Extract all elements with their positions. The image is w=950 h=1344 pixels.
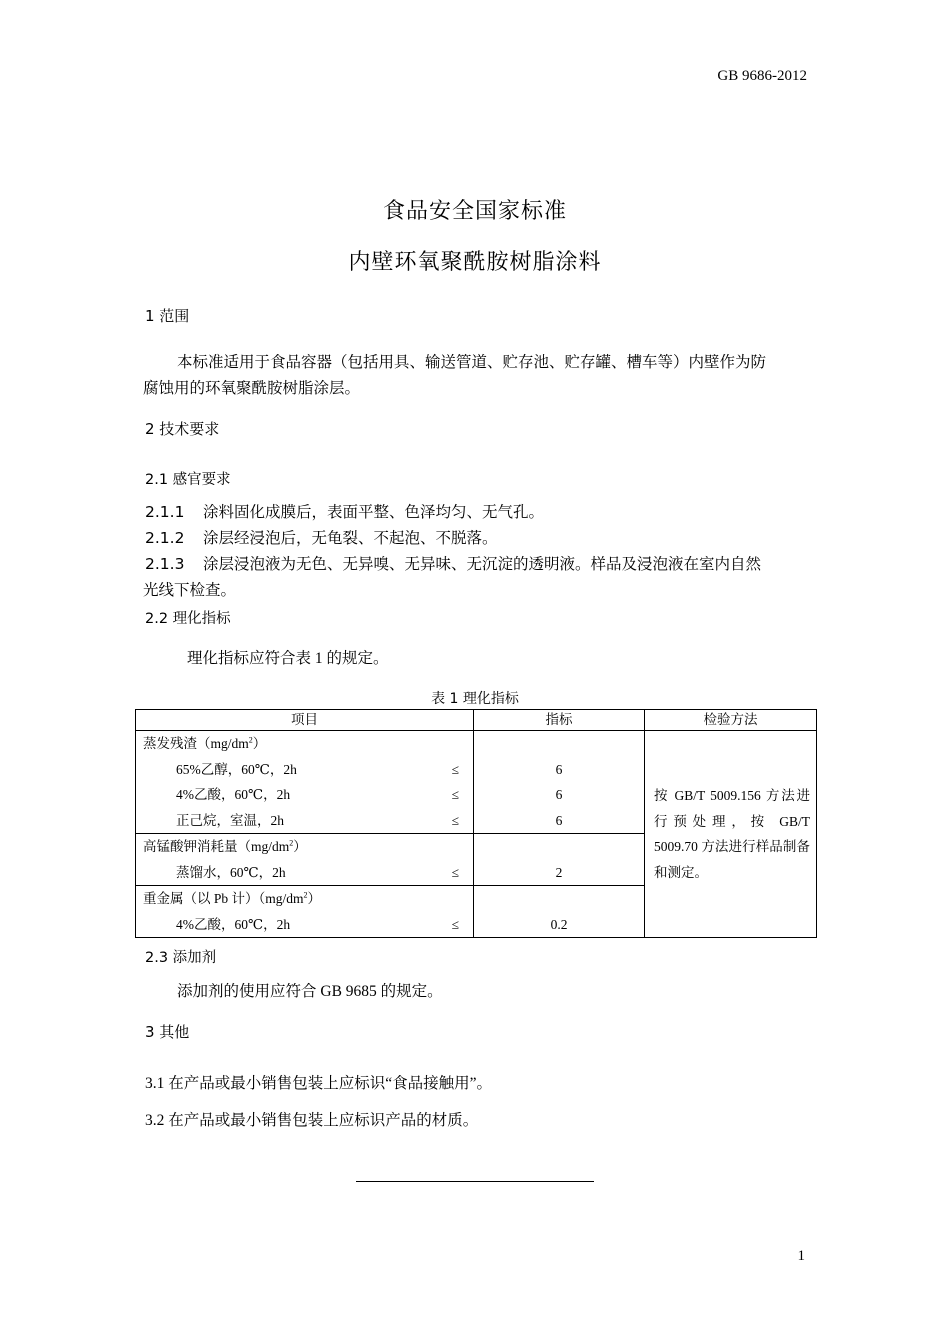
- end-rule: [356, 1181, 594, 1182]
- g3-r1-value: 0.2: [550, 916, 568, 932]
- item-2-1-1-number: 2.1.1: [145, 503, 185, 521]
- section-1-paragraph-line-1: 本标准适用于食品容器（包括用具、输送管道、贮存池、贮存罐、槽车等）内壁作为防: [177, 354, 767, 371]
- table-group-evaporation-residue: [136, 731, 817, 834]
- g1-r3-item: 正己烷，室温，2h: [176, 812, 284, 828]
- item-2-1-2-text: 涂层经浸泡后，无龟裂、不起泡、不脱落。: [203, 530, 498, 547]
- item-3-2: 3.2 在产品或最小销售包装上应标识产品的材质。: [145, 1112, 479, 1129]
- table-1-caption: 表 1 理化指标: [431, 691, 519, 707]
- le-symbol: ≤: [451, 812, 459, 828]
- table-1: [135, 709, 817, 938]
- g1-r3-value: 6: [555, 812, 563, 828]
- item-2-1-3-number: 2.1.3: [145, 555, 185, 573]
- header-item: 项目: [136, 710, 474, 731]
- test-method-cell: 按 GB/T 5009.156 方法进行预处理，按 GB/T 5009.70 方法进行样品制备和测定。: [645, 731, 817, 938]
- le-symbol: ≤: [451, 916, 459, 932]
- item-3-1: 3.1 在产品或最小销售包装上应标识“食品接触用”。: [145, 1075, 493, 1092]
- group-1-values: [474, 731, 645, 834]
- section-1-heading: 1 范围: [145, 307, 190, 325]
- section-2-3-heading: 2.3 添加剂: [145, 950, 217, 966]
- le-symbol: ≤: [451, 761, 459, 777]
- section-2-3-paragraph: 添加剂的使用应符合 GB 9685 的规定。: [177, 983, 443, 1000]
- g1-r1-value: 6: [555, 761, 563, 777]
- group-3-values: [474, 886, 645, 938]
- le-symbol: ≤: [451, 787, 459, 802]
- item-2-1-2: [145, 526, 498, 548]
- header-method: 检验方法: [645, 710, 817, 731]
- g1-r1-item: 65%乙醇，60℃，2h: [176, 761, 297, 777]
- item-2-1-3: [145, 552, 761, 574]
- item-2-1-1: [145, 500, 544, 522]
- item-2-1-1-text: 涂料固化成膜后，表面平整、色泽均匀、无气孔。: [203, 504, 545, 521]
- section-1-paragraph-line-2: 腐蚀用的环氧聚酰胺树脂涂层。: [143, 380, 361, 397]
- group-2-label: 高锰酸钾消耗量$(mg/dm^2)$: [143, 838, 307, 854]
- le-symbol: ≤: [451, 864, 459, 880]
- g2-r1-value: 2: [555, 864, 563, 880]
- group-3-label: 重金属（以 Pb 计）$(mg/dm^2)$: [143, 890, 322, 906]
- group-3-items: [136, 886, 474, 938]
- item-2-1-3-text: 涂层浸泡液为无色、无异嗅、无异味、无沉淀的透明液。样品及浸泡液在室内自然: [203, 556, 762, 573]
- page-number: 1: [797, 1248, 805, 1264]
- header-index: 指标: [474, 710, 645, 731]
- group-1-label: 蒸发残渣$(mg/dm^2)$: [143, 735, 267, 751]
- group-2-items: [136, 834, 474, 886]
- section-2-2-heading: 2.2 理化指标: [145, 611, 231, 627]
- item-2-1-2-number: 2.1.2: [145, 529, 185, 547]
- g2-r1-item: 蒸馏水，60℃，2h: [176, 864, 286, 880]
- section-2-2-paragraph: 理化指标应符合表 1 的规定。: [187, 650, 389, 667]
- title-line-1: 食品安全国家标准: [382, 199, 567, 224]
- g1-r2-item: 4%乙酸，60℃，2h: [176, 787, 291, 802]
- group-1-items: [136, 731, 474, 834]
- title-line-2: 内壁环氧聚酰胺树脂涂料: [348, 250, 602, 275]
- table-header-row: [136, 710, 817, 731]
- g3-r1-item: 4%乙酸，60℃，2h: [176, 916, 291, 932]
- item-2-1-3-continuation: 光线下检查。: [143, 582, 237, 599]
- section-3-heading: 3 其他: [145, 1023, 190, 1041]
- section-2-1-heading: 2.1 感官要求: [145, 472, 231, 488]
- g1-r2-value: 6: [555, 787, 563, 802]
- standard-number: GB 9686-2012: [717, 68, 807, 84]
- group-2-values: [474, 834, 645, 886]
- section-2-heading: 2 技术要求: [145, 420, 220, 438]
